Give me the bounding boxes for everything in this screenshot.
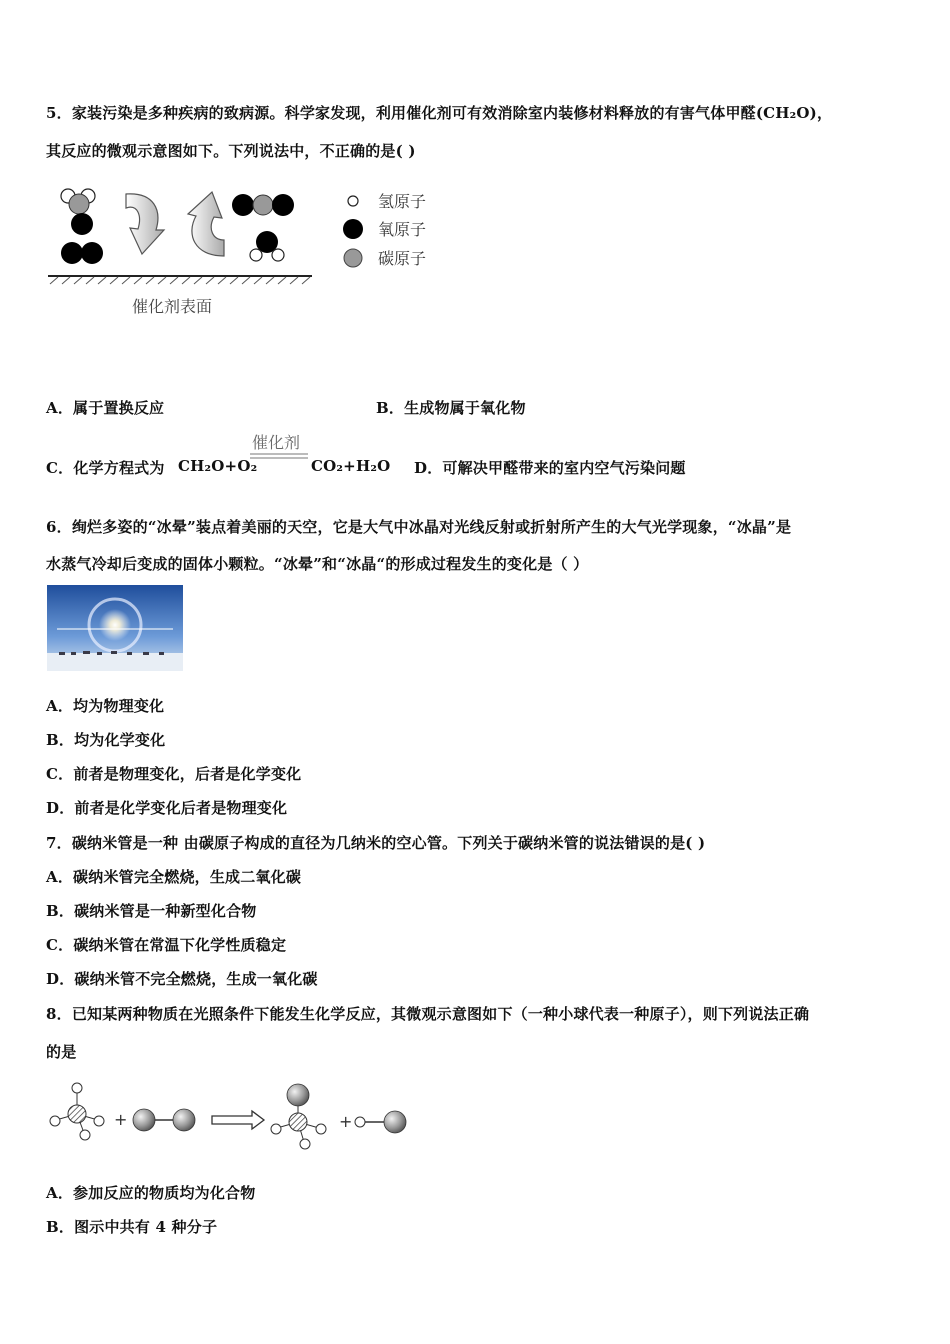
hydrogen-chloride-molecule xyxy=(355,1111,406,1133)
reaction-equals-sign xyxy=(250,452,308,460)
q5-option-c-reactants: CH₂O+O₂ xyxy=(178,457,258,475)
q5-option-a: A．属于置换反应 xyxy=(46,399,165,417)
curved-arrow-up-icon xyxy=(188,192,224,256)
legend-hydrogen-label: 氢原子 xyxy=(378,192,427,211)
q7-option-a: A．碳纳米管完全燃烧，生成二氧化碳 xyxy=(46,868,302,886)
q5-option-c-products: CO₂+H₂O xyxy=(311,457,391,475)
methane-molecule xyxy=(50,1083,104,1140)
q6-option-c: C．前者是物理变化，后者是化学变化 xyxy=(46,765,302,783)
carbon-dioxide-molecule xyxy=(232,194,294,216)
q7-option-d: D．碳纳米管不完全燃烧，生成一氧化碳 xyxy=(46,970,318,988)
q5-option-d: D．可解决甲醛带来的室内空气污染问题 xyxy=(414,459,686,477)
q7-stem: 7．碳纳米管是一种 由碳原子构成的直径为几纳米的空心管。下列关于碳纳米管的说法错误的是( ) xyxy=(46,834,706,852)
q6-option-d: D．前者是化学变化后者是物理变化 xyxy=(46,799,288,817)
q5-catalyst-condition: 催化剂 xyxy=(252,433,301,452)
chlorine-molecule xyxy=(133,1109,195,1131)
q8-stem-line1: 8．已知某两种物质在光照条件下能发生化学反应，其微观示意图如下（一种小球代表一种原子），则下列说法正确 xyxy=(46,1005,810,1023)
water-molecule xyxy=(250,231,284,261)
q7-option-b: B．碳纳米管是一种新型化合物 xyxy=(46,902,257,920)
q5-option-b: B．生成物属于氧化物 xyxy=(376,399,526,417)
q6-option-b: B．均为化学变化 xyxy=(46,731,166,749)
reaction-arrow-icon xyxy=(212,1111,264,1129)
q6-stem-line2: 水蒸气冷却后变成的固体小颗粒。“冰晕”和“冰晶“的形成过程发生的变化是（ ） xyxy=(46,555,589,573)
formaldehyde-molecule xyxy=(61,189,95,235)
q6-option-a: A．均为物理变化 xyxy=(46,697,165,715)
q5-option-c-prefix: C．化学方程式为 xyxy=(46,459,165,477)
q8-option-b: B．图示中共有 4 种分子 xyxy=(46,1218,218,1236)
chloromethane-molecule xyxy=(271,1084,326,1149)
q5-stem-line2: 其反应的微观示意图如下。下列说法中，不正确的是( ) xyxy=(46,142,416,160)
legend-oxygen-label: 氧原子 xyxy=(378,220,427,239)
q6-stem-line1: 6．绚烂多姿的“冰晕”装点着美丽的天空，它是大气中冰晶对光线反射或折射所产生的大气光学现象，“冰晶”是 xyxy=(46,518,792,536)
q8-reaction-figure xyxy=(44,1078,414,1158)
oxygen-molecule xyxy=(61,242,103,264)
legend-carbon-label: 碳原子 xyxy=(378,249,427,268)
plus-sign-2: + xyxy=(339,1112,353,1131)
q8-option-a: A．参加反应的物质均为化合物 xyxy=(46,1184,256,1202)
plus-sign-1: + xyxy=(114,1110,128,1129)
q7-option-c: C．碳纳米管在常温下化学性质稳定 xyxy=(46,936,287,954)
ice-halo-photo xyxy=(47,585,183,671)
q5-stem-line1: 5．家装污染是多种疾病的致病源。科学家发现，利用催化剂可有效消除室内装修材料释放的有害气体甲醛(CH₂O)， xyxy=(46,104,833,122)
catalyst-surface-label: 催化剂表面 xyxy=(132,297,213,316)
curved-arrow-down-icon xyxy=(126,194,164,254)
q8-stem-line2: 的是 xyxy=(46,1043,77,1061)
q5-catalyst-reaction-figure xyxy=(44,182,444,322)
